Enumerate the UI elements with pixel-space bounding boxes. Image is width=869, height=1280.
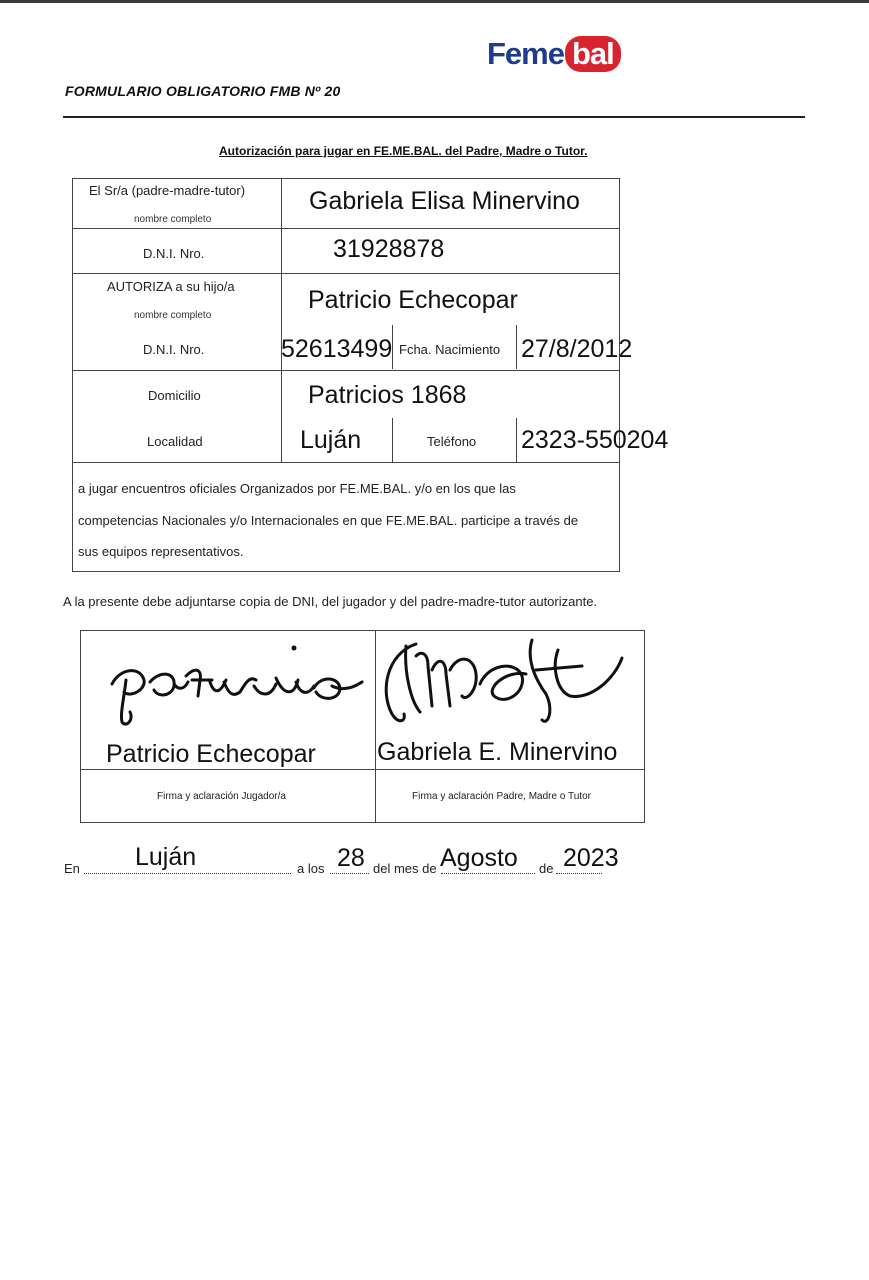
parent-signature-caption: Firma y aclaración Padre, Madre o Tutor [412,791,591,802]
top-border [0,0,869,3]
a-los-label: a los [297,861,325,876]
row-divider [72,228,620,229]
header-rule [63,116,805,118]
locality-value: Luján [300,426,362,454]
day-dotted-line [330,873,369,874]
child-sub-label: nombre completo [134,310,212,321]
femebal-logo [487,36,621,72]
locality-divider [392,418,393,462]
en-label: En [64,861,80,876]
phone-divider [516,418,517,462]
locality-label: Localidad [147,434,203,449]
player-name-clarification: Patricio Echecopar [106,740,316,768]
parent-sub-label: nombre completo [134,214,212,225]
parent-name-value: Gabriela Elisa Minervino [309,187,580,215]
parent-dni-label: D.N.I. Nro. [143,246,205,261]
row-divider [72,273,620,274]
authorization-paragraph-line-3: sus equipos representativos. [78,544,244,559]
month-value: Agosto [440,844,518,872]
signature-row-divider [80,769,645,770]
child-label: AUTORIZA a su hijo/a [107,279,235,294]
row-divider [72,370,620,371]
birth-divider [516,325,517,369]
child-dni-value: 52613499 [281,335,393,363]
address-value: Patricios 1868 [308,381,467,409]
mes-label: del mes de [373,861,437,876]
child-dni-label: D.N.I. Nro. [143,342,205,357]
birth-date-label: Fcha. Nacimiento [399,342,501,357]
de-label: de [539,861,554,876]
form-title: FORMULARIO OBLIGATORIO FMB Nº 20 [65,83,341,99]
parent-name-clarification: Gabriela E. Minervino [377,738,618,766]
row-divider [72,462,620,463]
authorization-title: Autorización para jugar en FE.ME.BAL. del Padre, Madre o Tutor. [219,144,588,158]
place-dotted-line [84,873,291,874]
authorization-paragraph-line-1: a jugar encuentros oficiales Organizados por FE.ME.BAL. y/o en los que las [78,481,516,496]
year-dotted-line [556,873,602,874]
column-divider [281,178,282,462]
month-dotted-line [441,873,535,874]
phone-label: Teléfono [427,434,477,449]
parent-label: El Sr/a (padre-madre-tutor) [89,183,246,198]
logo-main: Feme [487,36,564,71]
logo-tail: bal [565,36,621,72]
day-value: 28 [337,844,365,872]
birth-date-value: 27/8/2012 [521,335,633,363]
place-value: Luján [135,843,197,871]
parent-dni-value: 31928878 [333,235,445,263]
phone-value: 2323-550204 [521,426,669,454]
address-label: Domicilio [148,388,201,403]
year-value: 2023 [563,844,619,872]
authorization-paragraph-line-2: competencias Nacionales y/o Internacionales en que FE.ME.BAL. participe a través de [78,513,579,528]
player-signature [100,636,380,731]
child-name-value: Patricio Echecopar [308,286,518,314]
player-signature-caption: Firma y aclaración Jugador/a [157,791,286,802]
attachment-notice: A la presente debe adjuntarse copia de DNI, del jugador y del padre-madre-tutor autorizante. [63,594,598,609]
parent-signature [376,630,636,730]
